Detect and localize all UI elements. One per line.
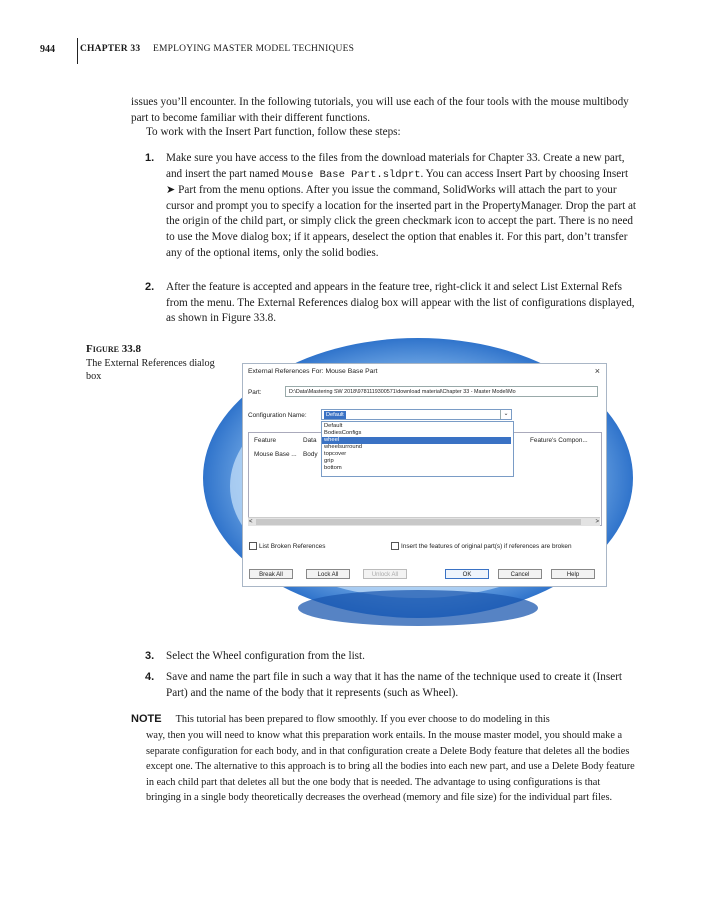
dropdown-option[interactable]: wheelsurround — [324, 444, 363, 450]
horizontal-scrollbar[interactable] — [248, 517, 600, 526]
part-path-field: D:\Data\Mastering SW 2018\9781119300571\download material\Chapter 33 - Master Model\Mo — [285, 386, 598, 397]
configuration-select[interactable] — [321, 409, 512, 420]
step-text-post: . You can access Insert Part by choosing Insert ➤ Part from the menu options. After you issue the command, SolidWorks will attach the part to your cursor and prompt you to specify a location for the inserted part in the PropertyManager. Drop the part at the origin of the child part, or simply click the green checkmark icon to accept the part. There is no need to use the Move dialog box; if it appears, deselect the option that enables it. For this part, don’t transfer any of the optional items, only the solid bodies. — [166, 167, 637, 259]
note-label: NOTE — [131, 713, 162, 725]
checkbox-box[interactable] — [249, 542, 257, 550]
step-text: Save and name the part file in such a way that it has the name of the technique used to create it (Insert Part) and the name of the body that it represents (such as Wheel). — [166, 671, 623, 699]
cancel-button[interactable]: Cancel — [498, 569, 542, 579]
help-button[interactable]: Help — [551, 569, 595, 579]
dropdown-option[interactable]: Default — [324, 423, 343, 429]
row-feature[interactable]: Mouse Base ... — [254, 451, 297, 458]
chapter-title: EMPLOYING MASTER MODEL TECHNIQUES — [153, 44, 355, 54]
checkbox-box[interactable] — [391, 542, 399, 550]
step-text — [166, 151, 637, 261]
column-header-component[interactable]: Feature's Compon... — [530, 437, 588, 444]
break-all-button[interactable]: Break All — [249, 569, 293, 579]
mouse-bottom-shadow — [298, 590, 538, 626]
close-icon[interactable]: × — [594, 366, 600, 376]
insert-features-checkbox[interactable] — [391, 542, 572, 550]
lock-all-button[interactable]: Lock All — [306, 569, 350, 579]
scroll-right-icon[interactable]: > — [595, 519, 599, 525]
step-number: 4. — [145, 671, 155, 683]
step-number: 2. — [145, 281, 155, 293]
unlock-all-button[interactable]: Unlock All — [363, 569, 407, 579]
note-first-line: This tutorial has been prepared to flow smoothly. If you ever choose to do modeling in this — [175, 714, 550, 725]
running-header — [0, 38, 717, 68]
column-header-feature[interactable]: Feature — [254, 437, 277, 444]
dropdown-option[interactable]: BodiesConfigs — [324, 430, 362, 436]
scroll-left-icon[interactable]: < — [249, 519, 253, 525]
step-number: 1. — [145, 152, 155, 164]
filename-code: Mouse Base Part.sldprt — [281, 168, 421, 181]
checkbox-label: Insert the features of original part(s) if references are broken — [401, 542, 572, 550]
ok-button[interactable]: OK — [445, 569, 489, 579]
dropdown-option[interactable]: topcover — [324, 451, 347, 457]
step-text: Select the Wheel configuration from the list. — [166, 650, 365, 662]
checkbox-label: List Broken References — [259, 542, 326, 550]
intro-paragraph: issues you’ll encounter. In the following tutorials, you will use each of the four tools with the mouse multibody part to become familiar with their different functions. — [131, 96, 629, 124]
dropdown-option[interactable]: bottom — [324, 465, 342, 471]
step-number: 3. — [145, 650, 155, 662]
chevron-down-icon[interactable]: ⌄ — [500, 410, 511, 419]
scroll-thumb[interactable] — [256, 519, 581, 525]
note-body: way, then you will need to know what this preparation work entails. In the mouse master model, you should make a separate configuration for each body, and in that configuration create a Delete Body feature that deletes all the bodies except one. The alternative to this approach is to bring all the bodies into each new part, and use a Delete Body feature in each child part that deletes all but the one body that is needed. The advantage to using configurations is that bringing in a single body theoretically decreases the overhead (memory and file size) for the individual part files. — [146, 730, 635, 803]
step-text-pre: Make sure you have access to the files from the download materials for Chapter 33. Create a new part, and insert the part named — [166, 152, 625, 180]
header-divider — [77, 38, 78, 64]
column-header-data[interactable]: Data — [303, 437, 317, 444]
steps-intro: To work with the Insert Part function, follow these steps: — [146, 126, 401, 138]
dialog-title: External References For: Mouse Base Part — [248, 368, 378, 375]
note-block — [131, 712, 637, 728]
external-references-dialog — [242, 363, 607, 587]
figure-label: Figure 33.8 — [86, 343, 141, 355]
figure-caption-text: The External References dialog box — [86, 357, 215, 382]
page-number: 944 — [40, 44, 55, 55]
chapter-label: CHAPTER 33 — [80, 44, 141, 54]
configuration-label: Configuration Name: — [248, 412, 307, 419]
dropdown-option[interactable]: grip — [324, 458, 334, 464]
list-broken-references-checkbox[interactable] — [249, 542, 325, 550]
step-text: After the feature is accepted and appears in the feature tree, right-click it and select List External Refs from the menu. The External References dialog box will appear with the list of configurations displayed, as shown in Figure 33.8. — [166, 281, 635, 325]
configuration-dropdown-list — [321, 421, 514, 477]
dropdown-option-highlighted[interactable]: wheel — [322, 437, 511, 444]
part-label: Part: — [248, 389, 262, 396]
row-data[interactable]: Body — [303, 451, 318, 458]
configuration-selected: Default — [326, 412, 344, 418]
